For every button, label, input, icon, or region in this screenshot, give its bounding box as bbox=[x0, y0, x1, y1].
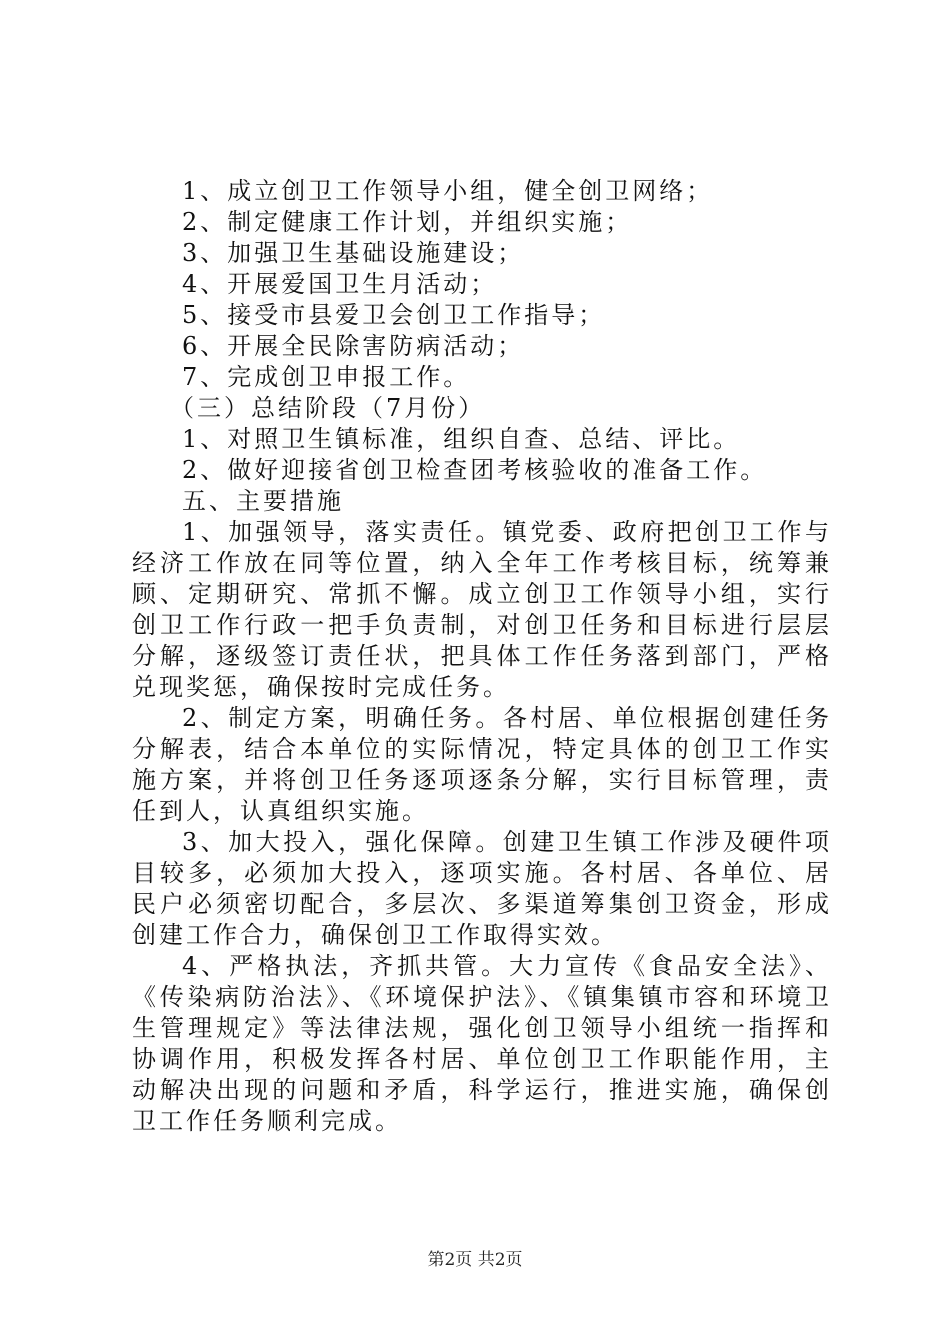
list-item: 2、做好迎接省创卫检查团考核验收的准备工作。 bbox=[182, 456, 768, 484]
list-item: 5、接受市县爱卫会创卫工作指导； bbox=[182, 301, 606, 329]
stage3-heading: （三）总结阶段（7月份） bbox=[170, 394, 486, 422]
list-item: 3、加强卫生基础设施建设； bbox=[182, 239, 525, 267]
list-item: 6、开展全民除害防病活动； bbox=[182, 332, 525, 360]
list-item: 1、成立创卫工作领导小组，健全创卫网络； bbox=[182, 177, 714, 205]
measure-paragraph: 1、加强领导，落实责任。镇党委、政府把创卫工作与经济工作放在同等位置，纳入全年工作考核目标，统筹兼顾、定期研究、常抓不懈。成立创卫工作领导小组，实行创卫工作行政一把手负责制，对创卫任务和目标进行层层分解，逐级签订责任状，把具体工作任务落到部门，严格兑现奖惩，确保按时完成任务。 bbox=[132, 518, 832, 701]
page-footer: 第2页 共2页 bbox=[427, 1250, 523, 1270]
measure-paragraph: 3、加大投入，强化保障。创建卫生镇工作涉及硬件项目较多，必须加大投入，逐项实施。各村居、各单位、居民户必须密切配合，多层次、多渠道筹集创卫资金，形成创建工作合力，确保创卫工作取得实效。 bbox=[132, 828, 832, 949]
measure-paragraph: 2、制定方案，明确任务。各村居、单位根据创建任务分解表，结合本单位的实际情况，特定具体的创卫工作实施方案，并将创卫任务逐项逐条分解，实行目标管理，责任到人，认真组织实施。 bbox=[132, 704, 832, 825]
list-item: 4、开展爱国卫生月活动； bbox=[182, 270, 498, 298]
measure-paragraph: 4、严格执法，齐抓共管。大力宣传《食品安全法》、《传染病防治法》、《环境保护法》、《镇集镇市容和环境卫生管理规定》等法律法规，强化创卫领导小组统一指挥和协调作用，积极发挥各村居、单位创卫工作职能作用，主动解决出现的问题和矛盾，科学运行，推进实施，确保创卫工作任务顺利完成。 bbox=[132, 952, 832, 1135]
document-body bbox=[132, 176, 832, 1137]
list-item: 7、完成创卫申报工作。 bbox=[182, 363, 471, 391]
list-item: 1、对照卫生镇标准，组织自查、总结、评比。 bbox=[182, 425, 741, 453]
list-item: 2、制定健康工作计划，并组织实施； bbox=[182, 208, 633, 236]
section5-heading: 五、主要措施 bbox=[182, 487, 344, 515]
